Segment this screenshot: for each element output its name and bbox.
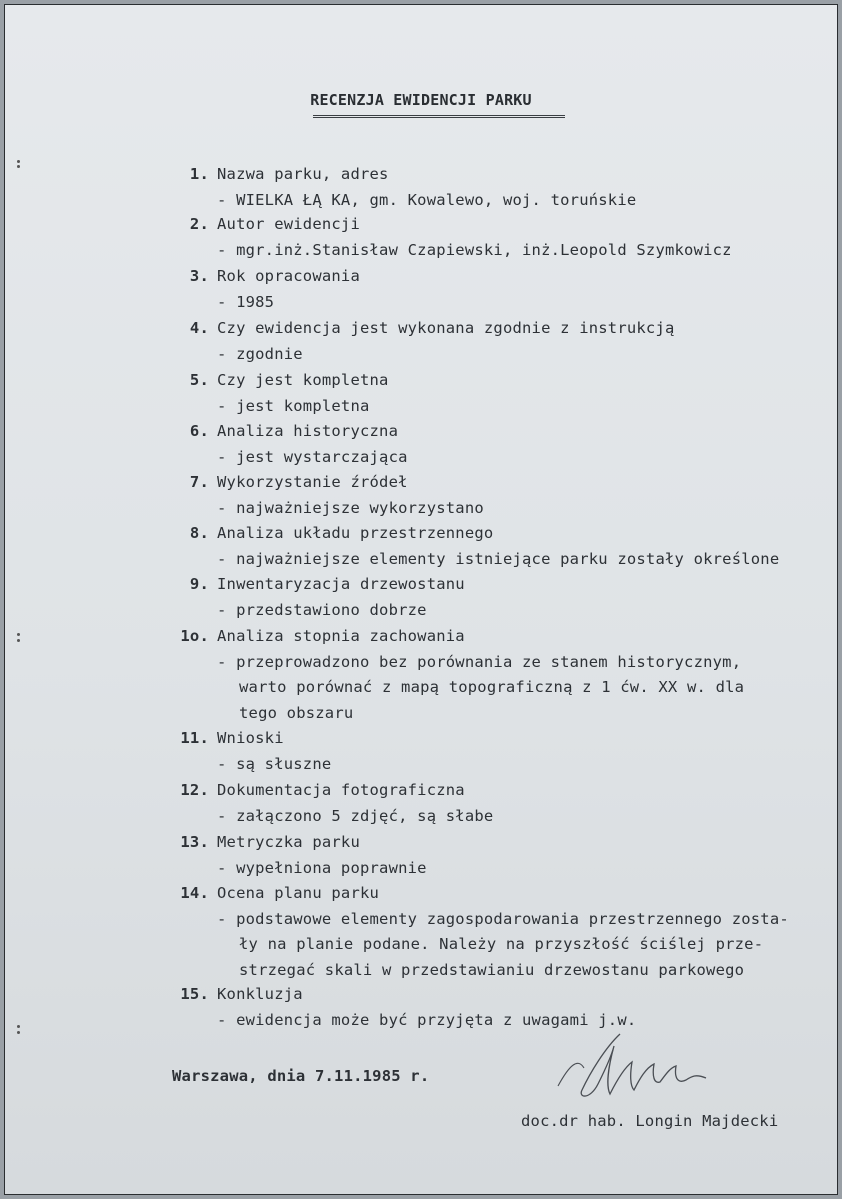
item-answer: - wypełniona poprawnie: [217, 858, 427, 877]
item-number: 11.: [180, 729, 209, 747]
author-name: doc.dr hab. Longin Majdecki: [521, 1112, 779, 1130]
item-number: 8.: [189, 524, 209, 542]
item-answer: - przeprowadzono bez porównania ze stanem historycznym,: [217, 652, 742, 671]
item-label: Rok opracowania: [217, 267, 360, 285]
item-number: 9.: [189, 575, 209, 593]
item-label: Czy jest kompletna: [217, 371, 389, 389]
item-label: Wnioski: [217, 729, 284, 747]
item-number: 13.: [180, 833, 209, 851]
item-answer: - WIELKA ŁĄ KA, gm. Kowalewo, woj. toruńskie: [217, 190, 637, 209]
item-number: 4.: [189, 319, 209, 337]
item-answer: strzegać skali w przedstawianiu drzewostanu parkowego: [239, 960, 745, 979]
item-label: Ocena planu parku: [217, 884, 380, 902]
item-label: Analiza układu przestrzennego: [217, 524, 494, 542]
item-label: Wykorzystanie źródeł: [217, 473, 408, 491]
item-answer: - najważniejsze elementy istniejące parku zostały określone: [217, 549, 780, 568]
item-answer: - mgr.inż.Stanisław Czapiewski, inż.Leopold Szymkowicz: [217, 240, 732, 259]
item-label: Konkluzja: [217, 985, 303, 1003]
item-label: Analiza historyczna: [217, 422, 399, 440]
item-number: 5.: [189, 371, 209, 389]
item-answer: - zgodnie: [217, 344, 303, 363]
item-answer: - przedstawiono dobrze: [217, 600, 427, 619]
item-number: 2.: [189, 215, 209, 233]
item-number: 1.: [189, 165, 209, 183]
item-number: 14.: [180, 884, 209, 902]
item-label: Autor ewidencji: [217, 215, 360, 233]
item-answer: - 1985: [217, 292, 275, 311]
item-number: 15.: [180, 985, 209, 1003]
document-title: RECENZJA EWIDENCJI PARKU: [310, 91, 532, 109]
item-answer: - załączono 5 zdjęć, są słabe: [217, 806, 494, 825]
title-underline: [313, 115, 565, 118]
item-answer: - jest wystarczająca: [217, 447, 408, 466]
item-label: Metryczka parku: [217, 833, 360, 851]
item-number: 12.: [180, 781, 209, 799]
place-date: Warszawa, dnia 7.11.1985 r.: [172, 1067, 430, 1085]
item-answer: - ewidencja może być przyjęta z uwagami j.w.: [217, 1010, 637, 1029]
item-label: Nazwa parku, adres: [217, 165, 389, 183]
handwritten-signature: [550, 1028, 740, 1108]
item-answer: tego obszaru: [239, 703, 354, 722]
item-label: Inwentaryzacja drzewostanu: [217, 575, 465, 593]
item-label: Analiza stopnia zachowania: [217, 627, 465, 645]
item-answer: warto porównać z mapą topograficzną z 1 ćw. XX w. dla: [239, 678, 745, 696]
item-label: Czy ewidencja jest wykonana zgodnie z instrukcją: [217, 319, 675, 337]
document-page: [4, 4, 838, 1195]
item-answer: - najważniejsze wykorzystano: [217, 498, 484, 517]
item-number: 1o.: [180, 627, 209, 645]
item-answer: - jest kompletna: [217, 396, 370, 415]
item-answer: - podstawowe elementy zagospodarowania przestrzennego zosta-: [217, 909, 789, 928]
item-answer: - są słuszne: [217, 754, 332, 773]
item-answer: ły na planie podane. Należy na przyszłość ściślej prze-: [239, 935, 764, 953]
item-number: 7.: [189, 473, 209, 491]
item-label: Dokumentacja fotograficzna: [217, 781, 465, 799]
item-number: 3.: [189, 267, 209, 285]
item-number: 6.: [189, 422, 209, 440]
